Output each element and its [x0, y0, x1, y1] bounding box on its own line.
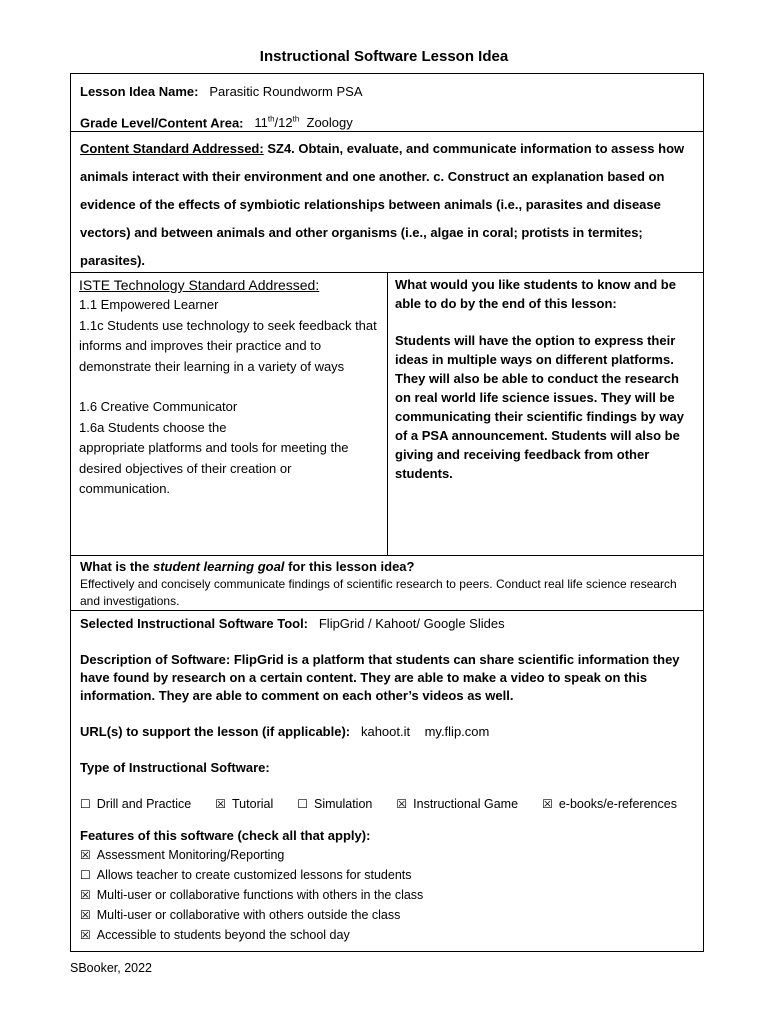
url-label: URL(s) to support the lesson (if applicable): [80, 724, 351, 739]
checkbox-icon[interactable]: ☒ [542, 797, 553, 811]
checkbox-icon[interactable]: ☐ [297, 797, 308, 811]
type-option-tutorial[interactable] [215, 795, 273, 813]
grade-11: 11 [254, 115, 268, 131]
checkbox-icon[interactable]: ☐ [80, 797, 91, 811]
features-label: Features of this software (check all that apply): [80, 828, 371, 843]
software-tool-row [80, 615, 694, 633]
iste-heading-colon: : [315, 277, 320, 293]
iste-standard-2-text-a: 1.6a Students choose the [79, 419, 227, 435]
checkbox-icon[interactable]: ☒ [80, 908, 91, 922]
software-type-label: Type of Instructional Software: [80, 760, 270, 775]
url-kahoot[interactable]: kahoot.it [360, 724, 411, 739]
feature-label: Accessible to students beyond the school day [96, 928, 350, 942]
iste-standard-2-title: 1.6 Creative Communicator [79, 399, 238, 414]
feature-label: Multi-user or collaborative with others outside the class [96, 908, 401, 922]
standards-objectives-section [71, 273, 703, 556]
type-option-simulation[interactable] [297, 795, 372, 813]
content-standard-label: Content Standard Addressed: [80, 141, 264, 156]
grade-12-sup: th [292, 115, 300, 124]
checkbox-icon[interactable]: ☒ [215, 797, 227, 811]
goal-q-suffix: for this lesson idea? [288, 559, 415, 574]
grade-label: Grade Level/Content Area: [80, 115, 244, 131]
learning-goal-answer: Effectively and concisely communicate findings of scientific research to peers. Conduct real life science research and investigations. [80, 577, 677, 608]
iste-heading [79, 275, 379, 295]
learning-goal-section [71, 556, 703, 611]
grade-value [254, 115, 352, 130]
grade-subject: Zoology [306, 115, 353, 131]
checkbox-icon[interactable]: ☒ [396, 797, 408, 811]
goal-q-prefix: What is the [80, 559, 150, 574]
grade-row [80, 108, 694, 131]
feature-label: Assessment Monitoring/Reporting [96, 848, 285, 862]
url-flip[interactable]: my.flip.com [424, 724, 490, 739]
objectives-column [388, 273, 703, 555]
lesson-form [70, 73, 704, 952]
type-option-label: e-books/e-references [558, 797, 677, 811]
type-option-drill[interactable] [80, 795, 191, 813]
feature-label: Allows teacher to create customized lessons for students [96, 868, 412, 882]
feature-label: Multi-user or collaborative functions with others in the class [96, 888, 424, 902]
feature-item[interactable] [80, 905, 694, 925]
lesson-info-section [71, 74, 703, 132]
checkbox-icon[interactable]: ☒ [80, 888, 91, 902]
checkbox-icon[interactable]: ☐ [80, 868, 91, 882]
learning-goal-question [80, 558, 694, 576]
type-option-ebooks[interactable] [542, 795, 677, 813]
software-tool-value: FlipGrid / Kahoot/ Google Slides [318, 616, 505, 631]
content-standard-section [71, 132, 703, 273]
type-option-game[interactable] [396, 795, 518, 813]
objectives-answer: Students will have the option to express their ideas in multiple ways on different platforms. They will also be able to conduct the research on real world life science issues. They will be communicating their scientific findings by way of a PSA announcement. Students will also be giving and receiving feedback from other students. [395, 333, 684, 481]
feature-item[interactable] [80, 865, 694, 885]
type-option-label: Instructional Game [413, 797, 519, 811]
type-option-label: Tutorial [232, 797, 274, 811]
feature-item[interactable] [80, 925, 694, 945]
checkbox-icon[interactable]: ☒ [80, 848, 91, 862]
type-option-label: Simulation [314, 797, 373, 811]
objectives-question: What would you like students to know and be able to do by the end of this lesson: [395, 277, 676, 311]
type-option-label: Drill and Practice [96, 797, 192, 811]
goal-q-emphasis: student learning goal [152, 559, 285, 574]
software-type-options [80, 795, 694, 813]
feature-item[interactable] [80, 845, 694, 865]
lesson-name-value: Parasitic Roundworm PSA [209, 84, 363, 99]
software-description: Description of Software: FlipGrid is a platform that students can share scientific information they have found by research on a certain content. They are able to make a video to speak on this information. They are able to comment on each other’s videos as well. [80, 652, 680, 703]
document-title: Instructional Software Lesson Idea [259, 48, 509, 65]
feature-item[interactable] [80, 885, 694, 905]
footer-credit: SBooker, 2022 [70, 961, 153, 975]
checkbox-icon[interactable]: ☒ [80, 928, 91, 942]
iste-standard-2-text-b: appropriate platforms and tools for meeting the desired objectives of their creation or communication. [79, 440, 349, 496]
software-section [71, 611, 703, 951]
iste-standard-1-title: 1.1 Empowered Learner [79, 297, 219, 312]
grade-12: /12 [274, 115, 293, 131]
iste-column [71, 273, 388, 555]
grade-11-sup: th [267, 115, 275, 124]
lesson-name-label: Lesson Idea Name: [80, 84, 199, 99]
content-standard-text: SZ4. Obtain, evaluate, and communicate information to assess how animals interact with their environment and one another. c. Construct an explanation based on evidence of the effects of symbiotic relationships between animals (i.e., parasites and disease vectors) and between animals and other organisms (i.e., algae in coral; protists in termites; parasites). [80, 141, 685, 268]
iste-standard-1-text: 1.1c Students use technology to seek feedback that informs and improves their practice and to demonstrate their learning in a variety of ways [79, 317, 377, 374]
iste-heading-text: ISTE Technology Standard Addressed [79, 277, 316, 293]
lesson-name-row [80, 80, 694, 103]
url-row [80, 723, 694, 741]
software-tool-label: Selected Instructional Software Tool: [80, 616, 309, 631]
